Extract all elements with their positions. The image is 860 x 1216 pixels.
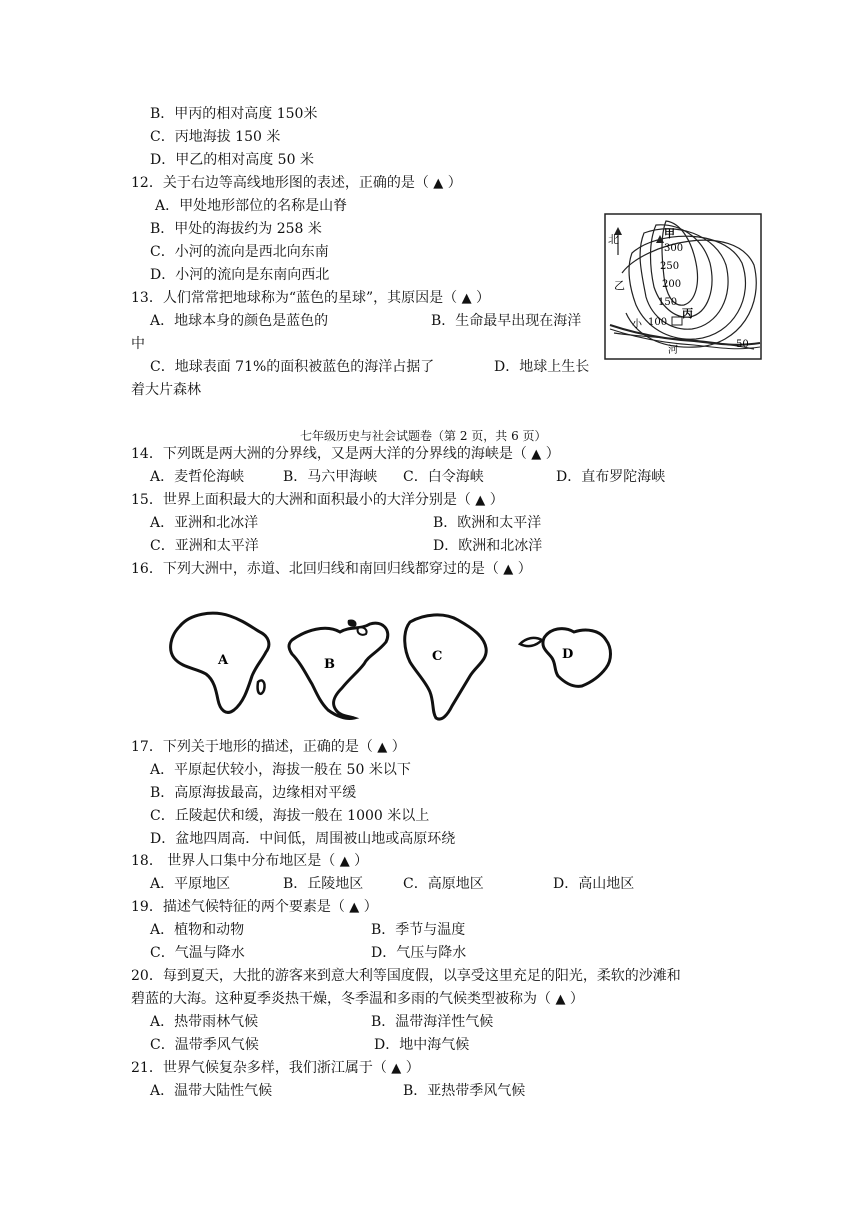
continent-c-south-america (405, 615, 486, 719)
q19-option-c: C．气温与降水 (150, 945, 245, 961)
q13-stem-close: ） (471, 290, 491, 306)
q17-stem-text: 17．下列关于地形的描述，正确的是（ (131, 739, 378, 755)
q14-stem-text: 14．下列既是两大洲的分界线，又是两大洋的分界线的海峡是（ (131, 446, 532, 462)
q17-option-d: D．盆地四周高．中间低，周围被山地或高原环绕 (150, 831, 456, 847)
q18-stem-text: 18． 世界人口集中分布地区是（ (131, 853, 340, 869)
contour-value-100: 100 (648, 317, 668, 328)
q12-stem (131, 173, 462, 194)
north-arrow-label: 北 (608, 233, 619, 246)
answer-blank-triangle: ▲ (433, 176, 444, 191)
q13-stem-text: 13．人们常常把地球称为“蓝色的星球”，其原因是（ (131, 290, 462, 306)
q21-stem (131, 1058, 420, 1079)
q15-stem (131, 490, 504, 511)
q15-stem-text: 15．世界上面积最大的大洲和面积最小的大洋分别是（ (131, 492, 476, 508)
q13-option-d-continued: 着大片森林 (131, 382, 201, 398)
q11-option-d: D．甲乙的相对高度 50 米 (150, 152, 314, 168)
q18-option-d: D．高山地区 (553, 876, 635, 892)
q17-option-b: B．高原海拔最高，边缘相对平缓 (150, 785, 357, 801)
answer-blank-triangle: ▲ (461, 291, 472, 306)
point-bing-label: 丙 (682, 307, 693, 320)
river-label-xiao: 小 (632, 319, 642, 330)
q20-option-c: C．温带季风气候 (150, 1037, 259, 1053)
contour-value-250: 250 (660, 261, 680, 272)
q14-option-d: D．直布罗陀海峡 (556, 469, 666, 485)
q17-stem (131, 737, 406, 758)
q13-option-b-continued: 中 (131, 336, 145, 352)
continents-figure (160, 606, 655, 724)
page-footer: 七年级历史与社会试题卷（第 2 页，共 6 页） (300, 429, 547, 443)
continent-b-north-america (289, 623, 388, 718)
q15-option-a: A．亚洲和北冰洋 (150, 515, 259, 531)
q17-option-a: A．平原起伏较小，海拔一般在 50 米以下 (150, 762, 411, 778)
q14-option-c: C．白令海峡 (403, 469, 484, 485)
continent-label-b: B (324, 657, 335, 672)
q14-option-b: B．马六甲海峡 (283, 469, 378, 485)
q20-option-a: A．热带雨林气候 (150, 1014, 259, 1030)
q12-option-a: A．甲处地形部位的名称是山脊 (155, 198, 348, 214)
q14-stem-close: ） (541, 446, 560, 462)
q15-stem-close: ） (485, 492, 504, 508)
continent-label-a: A (218, 653, 229, 668)
q21-option-a: A．温带大陆性气候 (150, 1083, 273, 1099)
contour-value-50: 50 (736, 339, 749, 350)
q19-stem-text: 19．描述气候特征的两个要素是（ (131, 899, 350, 915)
q12-option-c: C．小河的流向是西北向东南 (150, 244, 329, 260)
q20-option-b: B．温带海洋性气候 (371, 1014, 494, 1030)
q19-stem-close: ） (359, 899, 378, 915)
point-jia-label: 甲 (664, 227, 675, 240)
answer-blank-triangle: ▲ (531, 447, 542, 462)
q19-stem (131, 897, 378, 918)
contour-map (604, 213, 762, 360)
q18-option-c: C．高原地区 (403, 876, 484, 892)
answer-blank-triangle: ▲ (339, 854, 350, 869)
q18-stem (131, 851, 368, 872)
answer-blank-triangle: ▲ (349, 900, 360, 915)
continent-label-c: C (432, 649, 443, 664)
q20-stem-close: ） (565, 991, 584, 1007)
q20-option-d: D．地中海气候 (374, 1037, 470, 1053)
q21-stem-text: 21．世界气候复杂多样，我们浙江属于（ (131, 1060, 392, 1076)
q17-option-c: C．丘陵起伏和缓，海拔一般在 1000 米以上 (150, 808, 430, 824)
q19-option-b: B．季节与温度 (371, 922, 466, 938)
q12-option-d: D．小河的流向是东南向西北 (150, 267, 330, 283)
q11-option-b: B．甲丙的相对高度 150米 (150, 106, 318, 122)
q13-option-a: A．地球本身的颜色是蓝色的 (150, 313, 329, 329)
answer-blank-triangle: ▲ (391, 1061, 402, 1076)
answer-blank-triangle: ▲ (555, 992, 566, 1007)
q14-option-a: A．麦哲伦海峡 (150, 469, 245, 485)
q15-option-d: D．欧洲和北冰洋 (433, 538, 543, 554)
q16-stem (131, 559, 532, 580)
q15-option-b: B．欧洲和太平洋 (433, 515, 542, 531)
q12-stem-close: ） (443, 175, 462, 191)
q14-stem (131, 444, 560, 465)
q16-stem-text: 16．下列大洲中，赤道、北回归线和南回归线都穿过的是（ (131, 561, 504, 577)
q20-stem-line1: 20．每到夏天，大批的游客来到意大利等国度假，以享受这里充足的阳光，柔软的沙滩和 (131, 968, 681, 984)
q13-stem (131, 288, 490, 309)
q20-stem-line2 (131, 989, 584, 1010)
q13-option-c: C．地球表面 71%的面积被蓝色的海洋占据了 (150, 359, 435, 375)
q12-option-b: B．甲处的海拔约为 258 米 (150, 221, 322, 237)
answer-blank-triangle: ▲ (475, 493, 486, 508)
q12-stem-text: 12．关于右边等高线地形图的表述，正确的是（ (131, 175, 434, 191)
contour-value-200: 200 (662, 279, 682, 290)
q20-stem-text: 碧蓝的大海。这种夏季炎热干燥，冬季温和多雨的气候类型被称为（ (131, 991, 556, 1007)
q21-option-b: B．亚热带季风气候 (403, 1083, 526, 1099)
q18-option-a: A．平原地区 (150, 876, 231, 892)
river-label-he: 河 (668, 345, 678, 356)
q19-option-a: A．植物和动物 (150, 922, 245, 938)
contour-value-300: 300 (664, 243, 684, 254)
q18-stem-close: ） (349, 853, 369, 869)
continent-d-antarctica (543, 629, 611, 687)
answer-blank-triangle: ▲ (377, 740, 388, 755)
q18-option-b: B．丘陵地区 (283, 876, 364, 892)
q15-option-c: C．亚洲和太平洋 (150, 538, 259, 554)
q19-option-d: D．气压与降水 (371, 945, 467, 961)
point-yi-label: 乙 (614, 279, 625, 292)
q16-stem-close: ） (513, 561, 532, 577)
q17-stem-close: ） (387, 739, 406, 755)
continent-label-d: D (562, 647, 574, 662)
contour-value-150: 150 (658, 297, 678, 308)
answer-blank-triangle: ▲ (503, 562, 514, 577)
q13-option-d: D．地球上生长 (494, 359, 590, 375)
q13-option-b: B．生命最早出现在海洋 (431, 313, 582, 329)
q21-stem-close: ） (401, 1060, 420, 1076)
q11-option-c: C．丙地海拔 150 米 (150, 129, 281, 145)
